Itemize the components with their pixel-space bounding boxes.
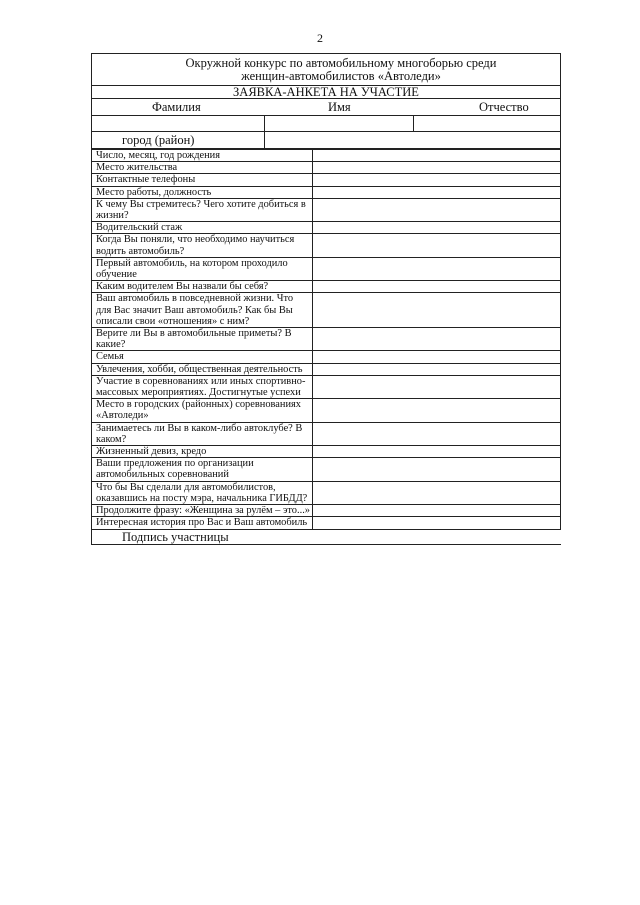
answer-field[interactable]	[313, 328, 561, 351]
contest-title-line2: женщин-автомобилистов «Автоледи»	[241, 69, 441, 83]
question-label: Каким водителем Вы назвали бы себя?	[92, 281, 313, 293]
question-label: Участие в соревнованиях или иных спортивно-массовых мероприятиях. Достигнутые успехи	[92, 375, 313, 398]
question-row	[92, 505, 561, 517]
answer-field[interactable]	[313, 222, 561, 234]
answer-field[interactable]	[313, 458, 561, 481]
question-row	[92, 198, 561, 221]
question-row	[92, 481, 561, 504]
question-row	[92, 234, 561, 257]
question-label: Продолжите фразу: «Женщина за рулём – это...»	[92, 505, 313, 517]
answer-field[interactable]	[313, 517, 561, 529]
question-row	[92, 150, 561, 162]
answer-field[interactable]	[313, 505, 561, 517]
question-row	[92, 222, 561, 234]
question-row	[92, 293, 561, 328]
name-entry-row[interactable]	[91, 115, 561, 132]
question-row	[92, 257, 561, 280]
question-label: Ваши предложения по организации автомобильных соревнований	[92, 458, 313, 481]
first-name-label: Имя	[328, 100, 351, 114]
question-label: Место в городских (районных) соревнованиях «Автоледи»	[92, 399, 313, 422]
question-row	[92, 351, 561, 363]
question-label: Место работы, должность	[92, 186, 313, 198]
answer-field[interactable]	[313, 186, 561, 198]
question-row	[92, 162, 561, 174]
answer-field[interactable]	[313, 422, 561, 445]
contest-title-line1: Окружной конкурс по автомобильному многоборью среди	[185, 56, 497, 70]
question-row	[92, 422, 561, 445]
answer-field[interactable]	[313, 162, 561, 174]
city-row[interactable]	[91, 132, 561, 149]
question-row	[92, 328, 561, 351]
question-row	[92, 363, 561, 375]
contest-header	[91, 53, 561, 85]
patronymic-label: Отчество	[479, 100, 529, 114]
question-label: Когда Вы поняли, что необходимо научиться водить автомобиль?	[92, 234, 313, 257]
answer-field[interactable]	[313, 351, 561, 363]
answer-field[interactable]	[313, 198, 561, 221]
question-label: Водительский стаж	[92, 222, 313, 234]
questionnaire-table	[91, 149, 561, 530]
answer-field[interactable]	[313, 293, 561, 328]
form-title: ЗАЯВКА-АНКЕТА НА УЧАСТИЕ	[91, 85, 561, 99]
city-label: город (район)	[122, 133, 195, 147]
answer-field[interactable]	[313, 257, 561, 280]
question-row	[92, 186, 561, 198]
question-label: Верите ли Вы в автомобильные приметы? В какие?	[92, 328, 313, 351]
question-label: Число, месяц, год рождения	[92, 150, 313, 162]
answer-field[interactable]	[313, 375, 561, 398]
question-row	[92, 458, 561, 481]
name-header-row	[91, 99, 561, 115]
question-label: Первый автомобиль, на котором проходило обучение	[92, 257, 313, 280]
question-row	[92, 174, 561, 186]
question-row	[92, 375, 561, 398]
answer-field[interactable]	[313, 281, 561, 293]
question-row	[92, 517, 561, 529]
signature-label: Подпись участницы	[122, 529, 229, 544]
answer-field[interactable]	[313, 150, 561, 162]
answer-field[interactable]	[313, 481, 561, 504]
question-row	[92, 281, 561, 293]
question-label: Увлечения, хобби, общественная деятельность	[92, 363, 313, 375]
question-label: К чему Вы стремитесь? Чего хотите добиться в жизни?	[92, 198, 313, 221]
question-label: Что бы Вы сделали для автомобилистов, оказавшись на посту мэра, начальника ГИБДД?	[92, 481, 313, 504]
question-label: Ваш автомобиль в повседневной жизни. Что для Вас значит Ваш автомобиль? Как бы Вы описали свои «отношения» с ним?	[92, 293, 313, 328]
answer-field[interactable]	[313, 446, 561, 458]
question-label: Интересная история про Вас и Ваш автомобиль	[92, 517, 313, 529]
page-number: 2	[317, 31, 323, 45]
question-row	[92, 446, 561, 458]
question-label: Семья	[92, 351, 313, 363]
question-row	[92, 399, 561, 422]
surname-label: Фамилия	[152, 100, 201, 114]
question-label: Занимаетесь ли Вы в каком-либо автоклубе? В каком?	[92, 422, 313, 445]
answer-field[interactable]	[313, 363, 561, 375]
question-label: Жизненный девиз, кредо	[92, 446, 313, 458]
answer-field[interactable]	[313, 399, 561, 422]
answer-field[interactable]	[313, 234, 561, 257]
question-label: Место жительства	[92, 162, 313, 174]
signature-row[interactable]	[91, 529, 561, 545]
answer-field[interactable]	[313, 174, 561, 186]
question-label: Контактные телефоны	[92, 174, 313, 186]
name-divider-2	[413, 115, 414, 132]
